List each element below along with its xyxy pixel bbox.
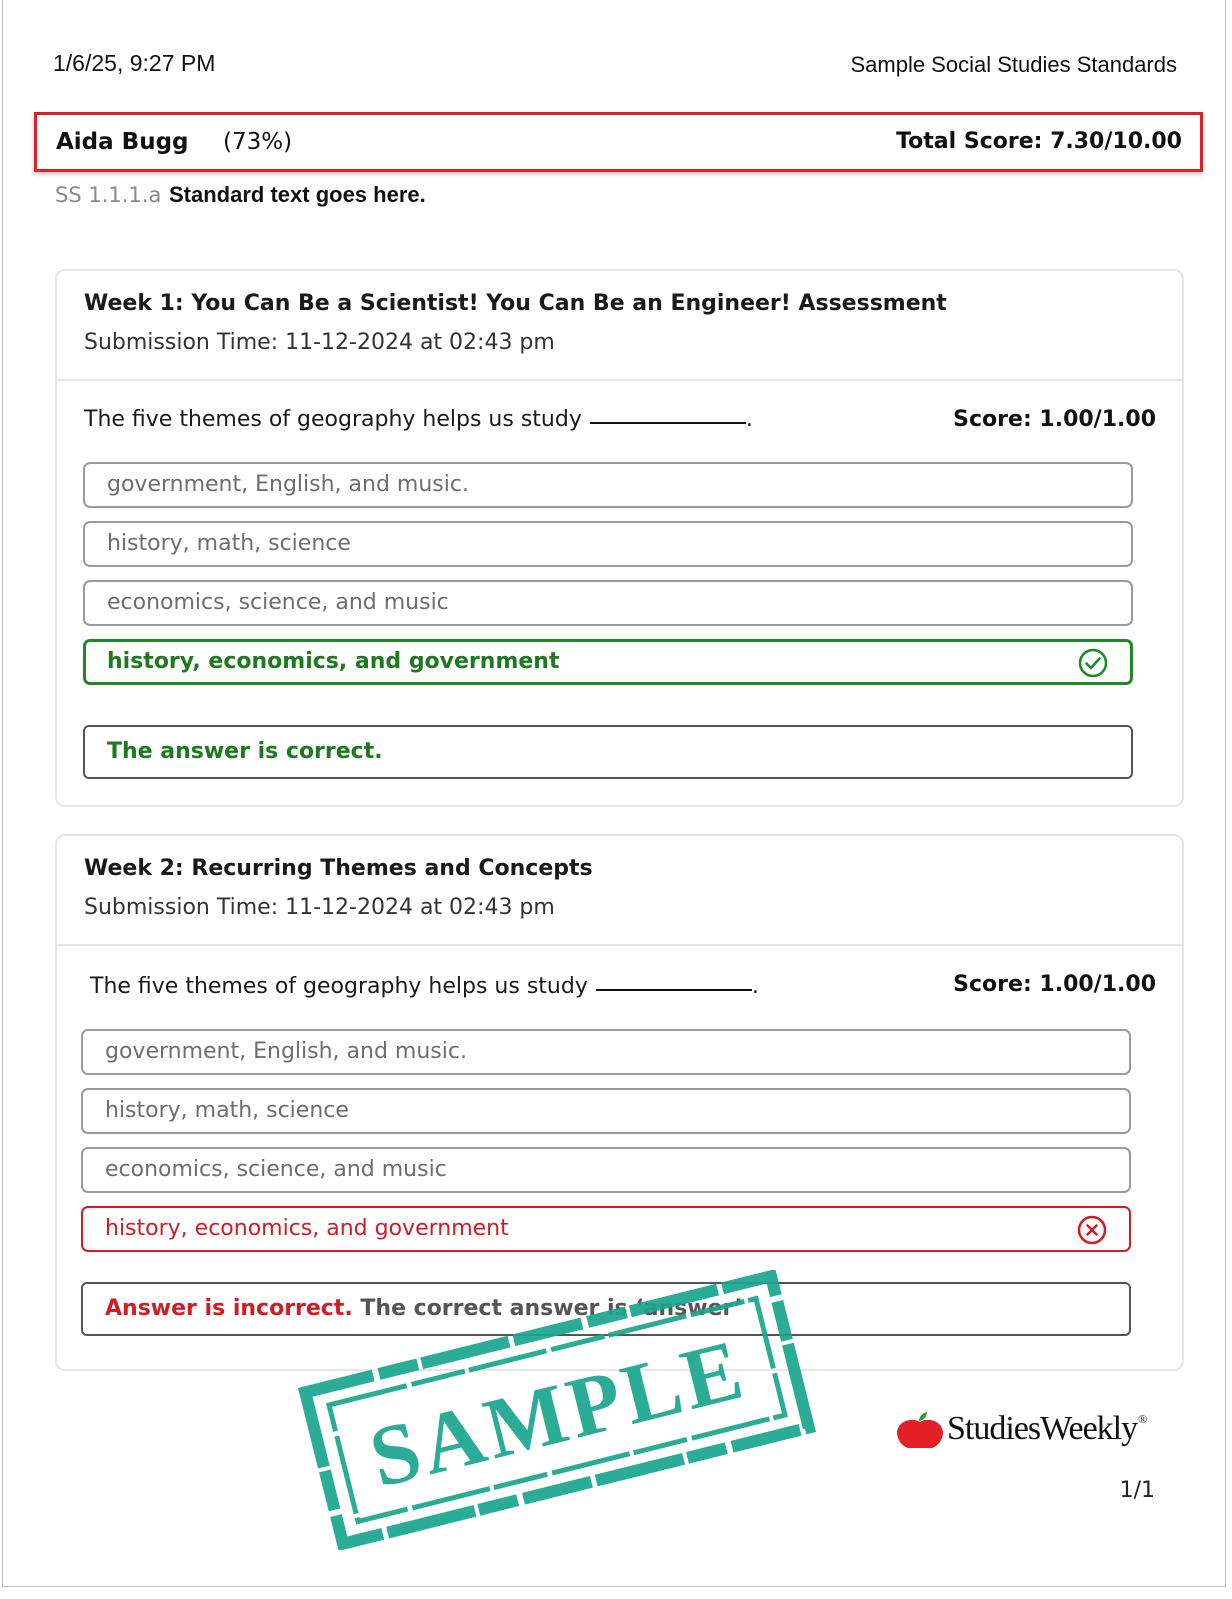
logo-wordmark	[947, 1410, 1146, 1448]
assessment-header	[57, 271, 1182, 381]
question-text	[90, 974, 759, 999]
question-prompt: The five themes of geography helps us study	[84, 407, 582, 432]
question-prompt: The five themes of geography helps us study	[90, 974, 588, 999]
answer-feedback	[83, 725, 1133, 779]
submission-time: Submission Time: 11-12-2024 at 02:43 pm	[84, 895, 555, 920]
print-date: 1/6/25, 9:27 PM	[53, 50, 216, 76]
assessment-card	[55, 269, 1184, 807]
report-title: Sample Social Studies Standards	[850, 52, 1177, 77]
check-circle-icon	[1078, 648, 1108, 678]
page-number: 1/1	[1119, 1478, 1155, 1503]
feedback-incorrect-label: Answer is incorrect.	[105, 1296, 353, 1321]
selected-answer-label: history, economics, and government	[107, 649, 560, 674]
question-score: Score: 1.00/1.00	[953, 972, 1156, 997]
question-period: .	[751, 974, 759, 999]
standard-text: Standard text goes here.	[169, 182, 426, 207]
x-circle-icon	[1077, 1215, 1107, 1245]
feedback-correct-answer: The correct answer is ‘answer’	[360, 1296, 743, 1321]
assessment-header	[57, 836, 1182, 946]
total-score: Total Score: 7.30/10.00	[896, 129, 1182, 154]
assessment-title: Week 1: You Can Be a Scientist! You Can Be an Engineer! Assessment	[84, 291, 947, 316]
question-score: Score: 1.00/1.00	[953, 407, 1156, 432]
answer-blank	[590, 422, 746, 424]
report-page	[2, 0, 1226, 1587]
sample-stamp	[295, 1270, 819, 1550]
logo-name: StudiesWeekly	[947, 1410, 1138, 1447]
student-percent: (73%)	[223, 129, 293, 155]
answer-option: economics, science, and music	[83, 580, 1133, 626]
answer-blank	[596, 989, 752, 991]
question-period: .	[745, 407, 753, 432]
assessment-title: Week 2: Recurring Themes and Concepts	[84, 856, 593, 881]
apple-logo-icon	[895, 1412, 945, 1452]
answer-option: history, math, science	[81, 1088, 1131, 1134]
question-text	[84, 407, 753, 432]
selected-answer-option	[81, 1206, 1131, 1252]
answer-option: history, math, science	[83, 521, 1133, 567]
answer-option: economics, science, and music	[81, 1147, 1131, 1193]
answer-option: government, English, and music.	[81, 1029, 1131, 1075]
feedback-correct: The answer is correct.	[107, 739, 383, 764]
selected-answer-option	[83, 639, 1133, 685]
answer-option: government, English, and music.	[83, 462, 1133, 508]
registered-mark: ®	[1138, 1412, 1147, 1426]
standard-code: SS 1.1.1.a	[55, 183, 162, 207]
submission-time: Submission Time: 11-12-2024 at 02:43 pm	[84, 330, 555, 355]
student-summary-bar	[34, 112, 1203, 172]
stamp-text: SAMPLE	[360, 1320, 755, 1506]
student-name: Aida Bugg	[56, 129, 189, 155]
selected-answer-label: history, economics, and government	[105, 1216, 509, 1241]
